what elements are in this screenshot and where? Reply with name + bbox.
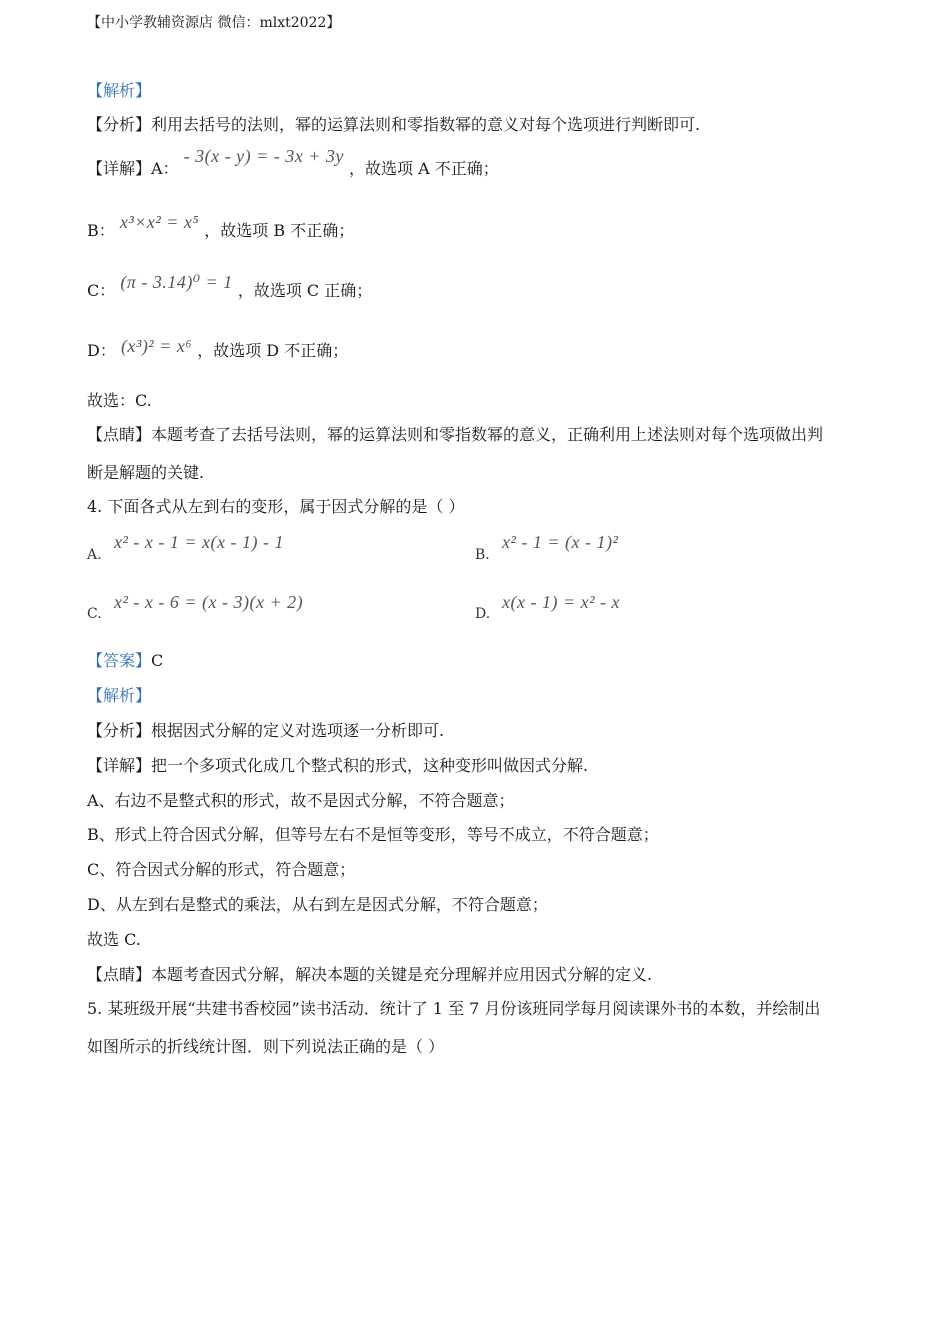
q3-b-label: B：	[87, 221, 115, 240]
q4-option-d-formula: x(x - 1) = x² - x	[502, 592, 620, 612]
q4-stem: 4. 下面各式从左到右的变形，属于因式分解的是（ ）	[87, 497, 465, 516]
q4-line-c: C、符合因式分解的形式，符合题意；	[87, 860, 356, 879]
q4-option-c-label: C.	[87, 606, 102, 622]
q4-analysis-tag: 【分析】	[87, 721, 152, 740]
q3-c-text: ，故选项 C 正确；	[237, 281, 373, 300]
q3-d-label: D：	[87, 341, 116, 360]
q3-detail-a	[87, 145, 499, 181]
q3-choice: 故选：C.	[87, 391, 152, 410]
q3-comment-text: 本题考查了去括号法则，幂的运算法则和零指数幂的意义，正确利用上述法则对每个选项做出判	[151, 425, 824, 444]
q3-b-text: ，故选项 B 不正确；	[204, 221, 355, 240]
q3-detail-c	[87, 271, 373, 303]
q4-choice: 故选 C.	[87, 930, 141, 949]
q4-line-a: A、右边不是整式积的形式，故不是因式分解，不符合题意；	[87, 791, 515, 810]
q3-a-text: ，故选项 A 不正确；	[349, 159, 499, 178]
q5-stem-line-1: 5. 某班级开展“共建书香校园”读书活动．统计了 1 至 7 月份该班同学每月阅读课外书的本数，并绘制出	[87, 999, 821, 1018]
q3-a-formula: - 3(x - y) = - 3x + 3y	[183, 145, 344, 166]
q4-option-b-label: B.	[475, 547, 490, 563]
q3-detail-b	[87, 211, 355, 243]
q3-b-formula: x³×x² = x⁵	[119, 211, 200, 232]
q4-comment	[87, 964, 652, 986]
q3-analysis-text: 利用去括号的法则，幂的运算法则和零指数幂的意义对每个选项进行判断即可.	[151, 115, 701, 134]
q4-comment-text: 本题考查因式分解，解决本题的关键是充分理解并应用因式分解的定义.	[151, 965, 653, 984]
q3-c-formula: (π - 3.14)⁰ = 1	[120, 271, 233, 292]
q4-answer-tag: 【答案】	[87, 651, 152, 670]
q4-line-b: B、形式上符合因式分解，但等号左右不是恒等变形，等号不成立，不符合题意；	[87, 825, 659, 844]
q3-comment-2: 断是解题的关键.	[87, 463, 205, 482]
q4-option-b-formula: x² - 1 = (x - 1)²	[502, 532, 619, 552]
q4-line-d: D、从左到右是整式的乘法，从右到左是因式分解，不符合题意；	[87, 895, 548, 914]
q3-comment-1	[87, 424, 823, 446]
q5-stem-line-2: 如图所示的折线统计图．则下列说法正确的是（ ）	[87, 1037, 445, 1056]
q4-answer-value: C	[151, 651, 164, 670]
q3-comment-tag: 【点睛】	[87, 425, 152, 444]
q3-d-formula: (x³)² = x⁶	[120, 335, 193, 356]
q4-option-c-formula: x² - x - 6 = (x - 3)(x + 2)	[114, 592, 304, 612]
q4-detail-text: 把一个多项式化成几个整式积的形式，这种变形叫做因式分解.	[151, 756, 589, 775]
q4-answer	[87, 650, 163, 672]
q3-jiexi-label: 【解析】	[87, 81, 152, 100]
q3-detail-d	[87, 335, 349, 363]
q4-option-a-label: A.	[87, 547, 102, 563]
q4-option-a-formula: x² - x - 1 = x(x - 1) - 1	[114, 532, 284, 552]
q4-detail-tag: 【详解】	[87, 756, 152, 775]
q3-analysis-tag: 【分析】	[87, 115, 152, 134]
q4-analysis-text: 根据因式分解的定义对选项逐一分析即可.	[151, 721, 445, 740]
q4-jiexi-label: 【解析】	[87, 686, 152, 705]
q3-d-text: ，故选项 D 不正确；	[197, 341, 349, 360]
q3-detail-tag: 【详解】	[87, 159, 152, 178]
q4-comment-tag: 【点睛】	[87, 965, 152, 984]
q4-detail	[87, 755, 588, 777]
q4-analysis	[87, 720, 444, 742]
q3-c-label: C：	[87, 281, 116, 300]
q4-option-d-label: D.	[475, 606, 491, 622]
page-header: 【中小学教辅资源店 微信：mlxt2022】	[87, 15, 341, 31]
q3-analysis	[87, 114, 700, 136]
q3-a-label: A：	[151, 159, 179, 178]
